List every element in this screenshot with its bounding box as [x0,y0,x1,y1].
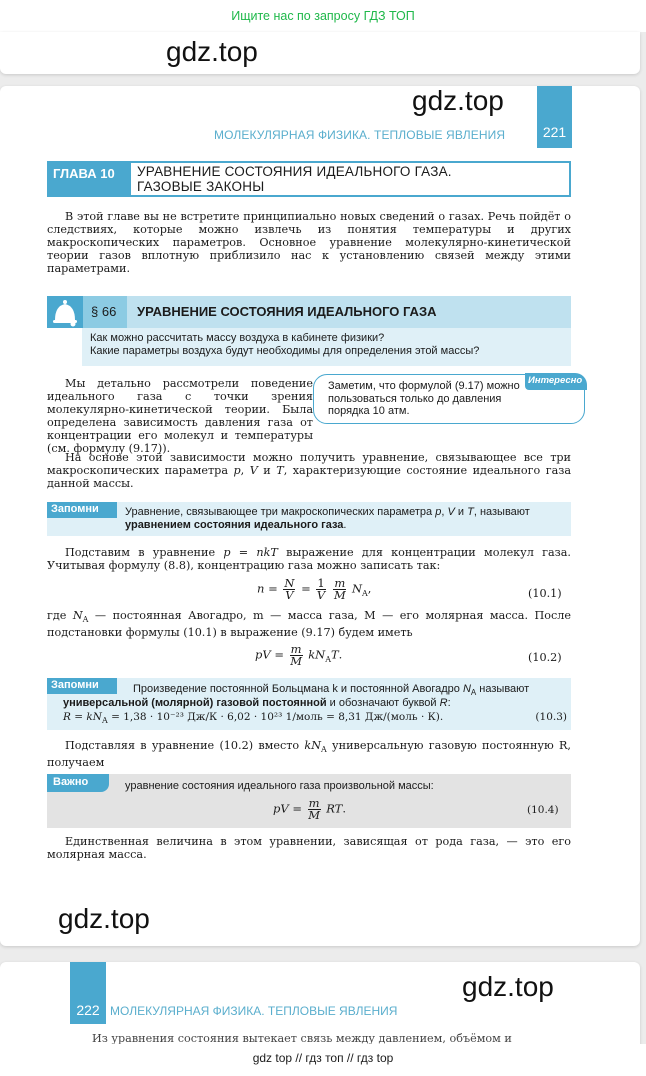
next-page-text: Из уравнения состояния вытекает связь между давлением, объёмом и [92,1032,512,1044]
interesting-label: Интересно [525,373,587,390]
equation-number: (10.1) [528,587,562,600]
watermark: gdz.top [462,971,554,1002]
equation-10-2: pV = $\frac{m}{M}$ $kN_AT$. [255,642,343,668]
paragraph-avogadro: где $N_A$ — постоянная Авогадро, m — масса газа, M — его молярная масса. После подстановки формулы (10.1) в выражение (9.17) будем иметь [47,609,571,640]
page-number: 221 [537,86,572,148]
equation-10-1: n = $\frac{N}{V}$ = $\frac{1}{V}$ $\frac{m}{M}$ $N_A$, [257,576,372,602]
watermark: gdz.top [412,85,504,116]
interesting-box: Заметим, что формулой (9.17) можно пользоваться только до давления порядка 10 атм. Интересно [313,374,585,424]
section-title: УРАВНЕНИЕ СОСТОЯНИЯ ИДЕАЛЬНОГО ГАЗА [137,304,437,319]
search-banner[interactable]: Ищите нас по запросу ГДЗ ТОП [0,0,646,32]
running-header: МОЛЕКУЛЯРНАЯ ФИЗИКА. ТЕПЛОВЫЕ ЯВЛЕНИЯ [110,1004,398,1018]
paragraph-behavior: Мы детально рассмотрели поведение идеального газа с точки зрения молекулярно-кинетической теории. Была определена зависимость давления газа от концентрации его молекул и температуры (см. формулу (9.17)). [47,377,313,455]
remember-box-1: Запомни Уравнение, связывающее три макроскопических параметра p, V и T, называют уравнением состояния идеального газа. [47,502,571,536]
equation-10-4: pV = $\frac{m}{M}$ RT. [273,796,346,822]
chapter-heading [47,161,571,197]
section-number: § 66 [83,296,127,328]
important-box: Важно уравнение состояния идеального газа произвольной массы: pV = $\frac{m}{M}$ RT. (10.4) [47,774,571,828]
bell-icon [47,296,83,328]
important-label: Важно [47,774,109,792]
remember-label: Запомни [47,502,117,518]
remember-label: Запомни [47,678,117,694]
footer-links[interactable]: gdz top // гдз топ // гдз top [0,1044,646,1076]
paragraph-parameters: На основе этой зависимости можно получить уравнение, связывающее все три макроскопических параметра p, V и T, характеризующие состояние идеального газа данной массы. [47,451,572,490]
paragraph-substitute: Подставим в уравнение p = nkT выражение для концентрации молекул газа. Учитывая формулу (8.8), концентрацию газа можно записать так: [47,546,571,572]
watermark: gdz.top [166,36,258,67]
intro-paragraph: В этой главе вы не встретите принципиально новых сведений о газах. Речь пойдёт о следствиях, которые можно извлечь из понятия температуры и других макроскопических параметров. Основное уравнение молекулярно-кинетической теории газов вплотную приблизило нас к установлению связей между этими параметрами. [47,210,571,275]
watermark: gdz.top [58,903,150,934]
top-card [0,32,640,74]
equation-number: (10.2) [528,651,562,664]
paragraph-molar-mass: Единственная величина в этом уравнении, зависящая от рода газа, — это его молярная масса. [47,835,571,861]
chapter-title: УРАВНЕНИЕ СОСТОЯНИЯ ИДЕАЛЬНОГО ГАЗА. ГАЗОВЫЕ ЗАКОНЫ [137,164,452,194]
page-number: 222 [70,962,106,1024]
chapter-label: ГЛАВА 10 [49,163,131,195]
remember-box-2: Запомни Произведение постоянной Больцмана k и постоянной Авогадро $N_A$ называют универсальной (молярной) газовой постоянной и обозначают буквой R: $R = kN_A = 1,38 \cdot 10^{-23}$ Дж/К · 6,02 · 10²³ 1/моль = 8,31 Дж/(моль · К). (10.3) [47,678,571,730]
running-header: МОЛЕКУЛЯРНАЯ ФИЗИКА. ТЕПЛОВЫЕ ЯВЛЕНИЯ [214,128,506,142]
section-heading [47,296,571,328]
section-questions: Как можно рассчитать массу воздуха в кабинете физики? Какие параметры воздуха будут необходимы для определения этой массы? [82,328,571,366]
paragraph-substituting: Подставляя в уравнение (10.2) вместо $kN_A$ универсальную газовую постоянную R, получаем [47,739,571,770]
